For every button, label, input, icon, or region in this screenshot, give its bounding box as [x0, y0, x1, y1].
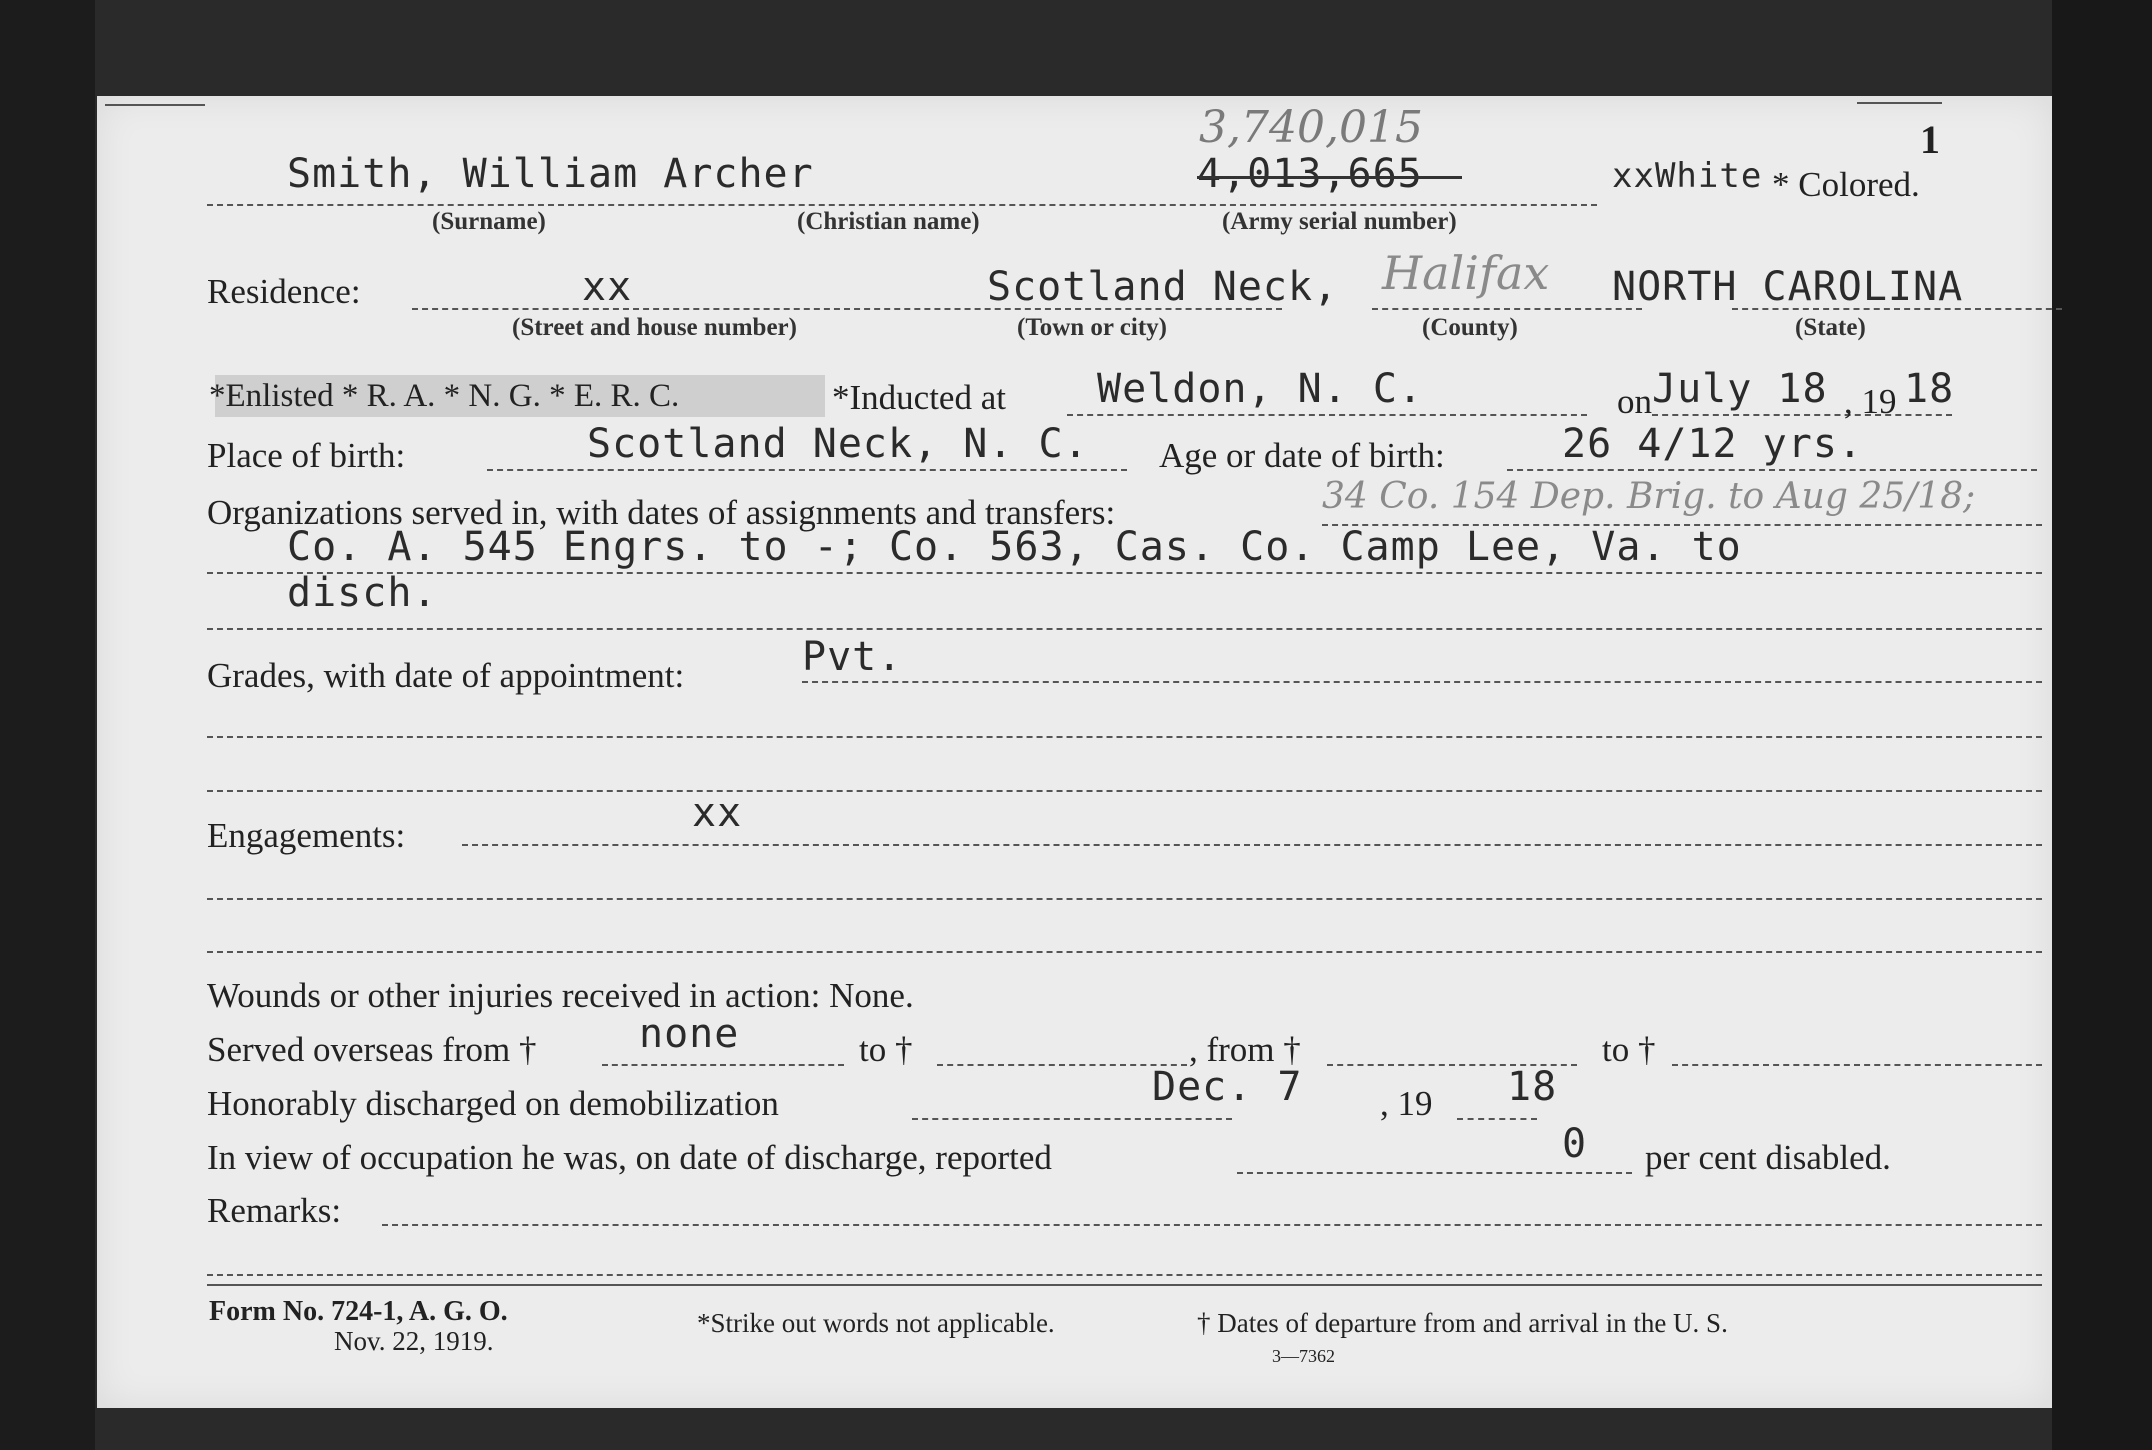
serial-typed: 4,013,665	[1197, 151, 1423, 197]
birthplace-line	[487, 469, 1127, 471]
age-line	[1507, 469, 2037, 471]
service-record-card	[97, 96, 2052, 1408]
engagements-line-3	[207, 951, 2042, 953]
remarks-line-1	[382, 1224, 2042, 1226]
discharge-date-value: Dec. 7	[1152, 1064, 1303, 1110]
inducted-year-value: 18	[1904, 366, 1955, 412]
inducted-line	[1067, 414, 1587, 416]
overseas-to2-line	[1672, 1064, 2042, 1066]
disabled-line	[1237, 1172, 1632, 1174]
state-value: NORTH CAROLINA	[1612, 264, 1964, 310]
town-value: Scotland Neck,	[987, 264, 1339, 310]
overseas-to2-label: to †	[1602, 1030, 1656, 1069]
per-cent-label: per cent disabled.	[1645, 1138, 1891, 1177]
dates-note: † Dates of departure from and arrival in the U. S.	[1197, 1308, 1728, 1338]
name-line	[207, 204, 1597, 206]
corner-mark-right	[1857, 102, 1942, 104]
wounds-label: Wounds or other injuries received in action: None.	[207, 976, 914, 1015]
organizations-line-1: Co. A. 545 Engrs. to -; Co. 563, Cas. Co. Camp Lee, Va. to	[287, 524, 1742, 570]
occupation-label: In view of occupation he was, on date of discharge, reported	[207, 1138, 1052, 1177]
caption-state: (State)	[1795, 314, 1866, 341]
discharged-label: Honorably discharged on demobilization	[207, 1084, 779, 1123]
caption-county: (County)	[1422, 314, 1518, 341]
card-number: 1	[1920, 117, 1940, 162]
overseas-from-line	[602, 1064, 844, 1066]
caption-surname: (Surname)	[432, 208, 546, 235]
race-white-struck: xxWhite	[1612, 156, 1763, 196]
engagements-value: xx	[692, 790, 743, 836]
enlisted-options: *Enlisted * R. A. * N. G. * E. R. C.	[209, 378, 680, 414]
grades-line-1	[802, 681, 2042, 683]
inducted-label: *Inducted at	[832, 378, 1006, 417]
organizations-line-2-rule	[207, 628, 2042, 630]
on-label: on	[1617, 382, 1652, 421]
grades-label: Grades, with date of appointment:	[207, 656, 685, 695]
overseas-to-label: to †	[859, 1030, 913, 1069]
discharge-year-prefix: , 19	[1380, 1084, 1433, 1123]
inducted-year-prefix: , 19	[1844, 382, 1897, 421]
grade-value: Pvt.	[802, 634, 903, 680]
organizations-handwritten: 34 Co. 154 Dep. Brig. to Aug 25/18;	[1322, 476, 1976, 517]
corner-mark-left	[105, 104, 205, 106]
remarks-line-2	[207, 1274, 2042, 1276]
caption-christian-name: (Christian name)	[797, 208, 980, 235]
birthplace-label: Place of birth:	[207, 436, 406, 475]
age-value: 26 4/12 yrs.	[1562, 421, 1863, 467]
organizations-line-1-rule	[207, 572, 2042, 574]
engagements-label: Engagements:	[207, 816, 406, 855]
street-value: xx	[582, 264, 633, 310]
grades-line-3	[207, 790, 2042, 792]
engagements-line-1	[462, 844, 2042, 846]
caption-town: (Town or city)	[1017, 314, 1167, 341]
organizations-line-2: disch.	[287, 570, 438, 616]
caption-serial: (Army serial number)	[1222, 208, 1457, 235]
residence-line-2	[1372, 308, 1642, 310]
name-value: Smith, William Archer	[287, 151, 814, 197]
birthplace-value: Scotland Neck, N. C.	[587, 421, 1089, 467]
caption-street: (Street and house number)	[512, 314, 797, 341]
age-label: Age or date of birth:	[1159, 436, 1445, 475]
race-colored-label: * Colored.	[1772, 165, 1920, 204]
scan-border-right	[2052, 0, 2152, 1450]
disabled-percent-value: 0	[1562, 1121, 1588, 1167]
strike-note: *Strike out words not applicable.	[697, 1308, 1055, 1338]
overseas-from-value: none	[639, 1011, 740, 1057]
engagements-line-2	[207, 898, 2042, 900]
form-date: Nov. 22, 1919.	[334, 1326, 494, 1356]
footer-rule	[207, 1284, 2042, 1286]
organizations-label: Organizations served in, with dates of assignments and transfers:	[207, 493, 1116, 532]
overseas-from2-label: , from †	[1189, 1030, 1301, 1069]
remarks-label: Remarks:	[207, 1191, 342, 1230]
discharge-date-line	[912, 1118, 1232, 1120]
residence-label: Residence:	[207, 272, 361, 311]
scan-border-left	[0, 0, 95, 1450]
serial-handwritten: 3,740,015	[1199, 102, 1423, 153]
discharge-year-line	[1457, 1118, 1537, 1120]
discharge-year-value: 18	[1507, 1064, 1558, 1110]
overseas-to-line	[937, 1064, 1187, 1066]
grades-line-2	[207, 736, 2042, 738]
inducted-date-line	[1652, 414, 1952, 416]
form-number: Form No. 724-1, A. G. O.	[209, 1296, 508, 1327]
inducted-at-value: Weldon, N. C.	[1097, 366, 1424, 412]
inducted-date-value: July 18	[1652, 366, 1828, 412]
county-handwritten: Halifax	[1382, 246, 1550, 300]
served-overseas-label: Served overseas from †	[207, 1030, 537, 1069]
print-code: 3—7362	[1272, 1346, 1335, 1366]
serial-strikethrough	[1197, 176, 1462, 179]
